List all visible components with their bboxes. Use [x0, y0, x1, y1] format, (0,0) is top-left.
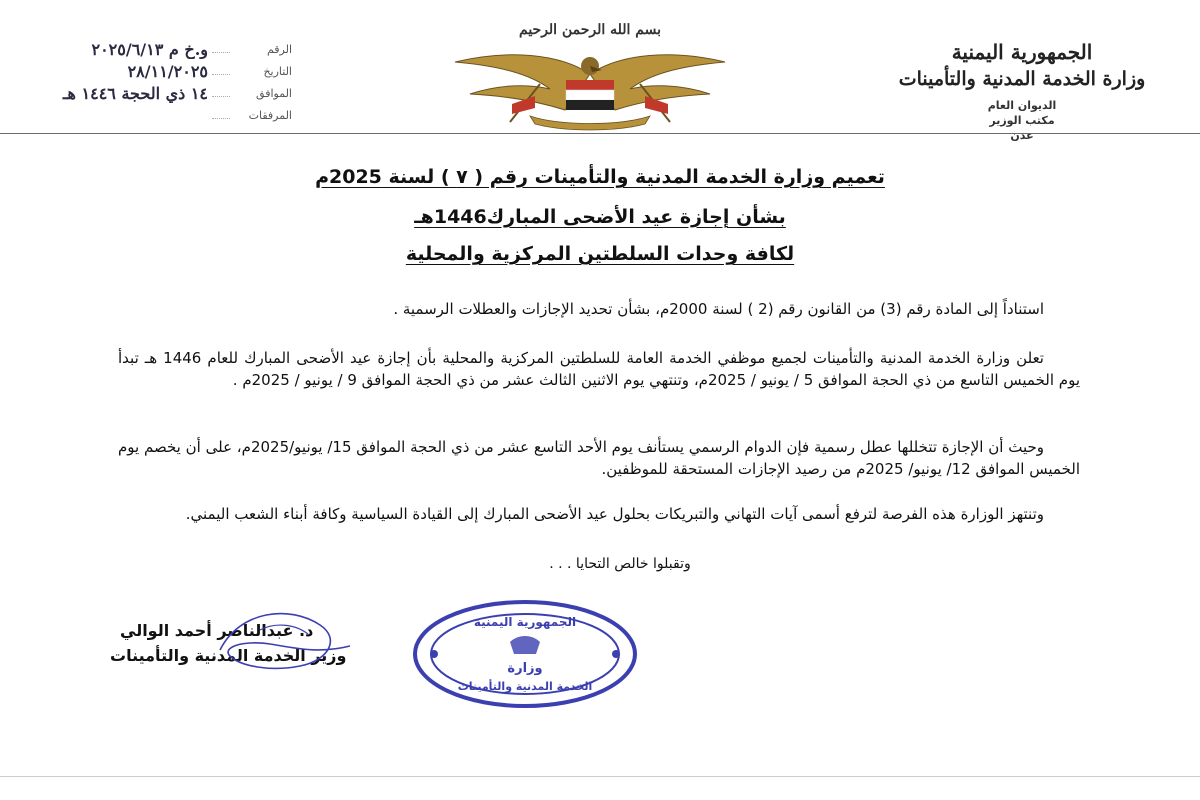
paragraph-legal-basis: [118, 298, 1080, 320]
office-city: عدن: [1010, 129, 1034, 142]
signer-name: د. عبدالناصر أحمد الوالي: [120, 621, 314, 640]
attachments-label: المرفقات: [248, 109, 292, 122]
date-label: التاريخ: [263, 65, 292, 78]
circular-title: [0, 166, 1200, 188]
signer-title: وزير الخدمة المدنية والتأمينات: [110, 646, 347, 665]
stamp-bottom-text: الخدمة المدنية والتأمينات: [457, 680, 593, 693]
paragraph-3-text: وحيث أن الإجازة تتخللها عطل رسمية فإن الدوام الرسمي يستأنف يوم الأحد التاسع عشر من ذي الحجة الموافق 15/ يونيو/2025م، على أن يخصم يوم الخميس الموافق 12/ يونيو/ 2025م من رصيد الإجازات المستحقة للموظفين.: [118, 438, 1080, 478]
letterhead: [872, 40, 1172, 143]
circular-audience-text: لكافة وحدات السلطتين المركزية والمحلية: [405, 243, 795, 265]
stamp-middle-text: وزارة: [507, 661, 543, 676]
handwritten-signature-icon: [200, 600, 360, 680]
paragraph-1-text: استناداً إلى المادة رقم (3) من القانون رقم (2 ) لسنة 2000م، بشأن تحديد الإجازات والعطلات الرسمية .: [393, 300, 1044, 318]
circular-subject-text: بشأن إجازة عيد الأضحى المبارك1446هـ: [414, 206, 786, 228]
paragraph-4-text: وتنتهز الوزارة هذه الفرصة لترفع أسمى آيات التهاني والتبريكات بحلول عيد الأضحى المبارك إلى القيادة السياسية وكافة أبناء الشعب اليمني.: [185, 505, 1044, 523]
emblem-area: [440, 22, 740, 132]
office-general: الديوان العام: [987, 99, 1057, 112]
closing-line: وتقبلوا خالص التحايا . . .: [549, 556, 691, 572]
document-meta: [0, 40, 300, 128]
eagle-emblem-icon: [440, 44, 740, 132]
paragraph-resumption: [118, 436, 1080, 480]
republic-heading: الجمهورية اليمنية: [951, 40, 1093, 64]
paragraph-announcement: [118, 347, 1080, 391]
meta-corresponding: [0, 84, 300, 106]
stamp-top-text: الجمهورية اليمنية: [473, 615, 577, 629]
official-stamp-icon: [410, 598, 640, 710]
circular-subject: [0, 206, 1200, 228]
bottom-divider: [0, 776, 1200, 777]
corresponding-label: الموافق: [256, 87, 292, 100]
paragraph-2-text: تعلن وزارة الخدمة المدنية والتأمينات لجميع موظفي الخدمة العامة للسلطتين المركزية والمحلية بأن إجازة عيد الأضحى المبارك للعام 1446 هـ تبدأ يوم الخميس التاسع من ذي الحجة الموافق 5 / يونيو / 2025م، وتنتهي يوم الاثنين الثالث عشر من ذي الحجة الموافق 9 / يونيو / 2025م .: [118, 349, 1080, 389]
number-label: الرقم: [266, 43, 292, 56]
office-minister: مكتب الوزير: [989, 114, 1055, 127]
ministry-heading: وزارة الخدمة المدنية والتأمينات: [898, 68, 1146, 90]
basmala: بسم الله الرحمن الرحيم: [519, 22, 661, 38]
meta-number: [0, 40, 300, 62]
header-divider: [0, 133, 1200, 134]
paragraph-greetings: [118, 503, 1080, 525]
circular-audience: [0, 243, 1200, 265]
corresponding-value: ١٤ ذي الحجة ١٤٤٦ هـ: [62, 84, 208, 103]
date-value: ٢٨/١١/٢٠٢٥: [127, 62, 208, 81]
circular-title-text: تعميم وزارة الخدمة المدنية والتأمينات رقم ( ٧ ) لسنة 2025م: [315, 166, 885, 188]
number-value: و.خ م ٢٠٢٥/٦/١٣: [91, 40, 208, 59]
meta-date: [0, 62, 300, 84]
meta-attachments: [0, 106, 300, 128]
